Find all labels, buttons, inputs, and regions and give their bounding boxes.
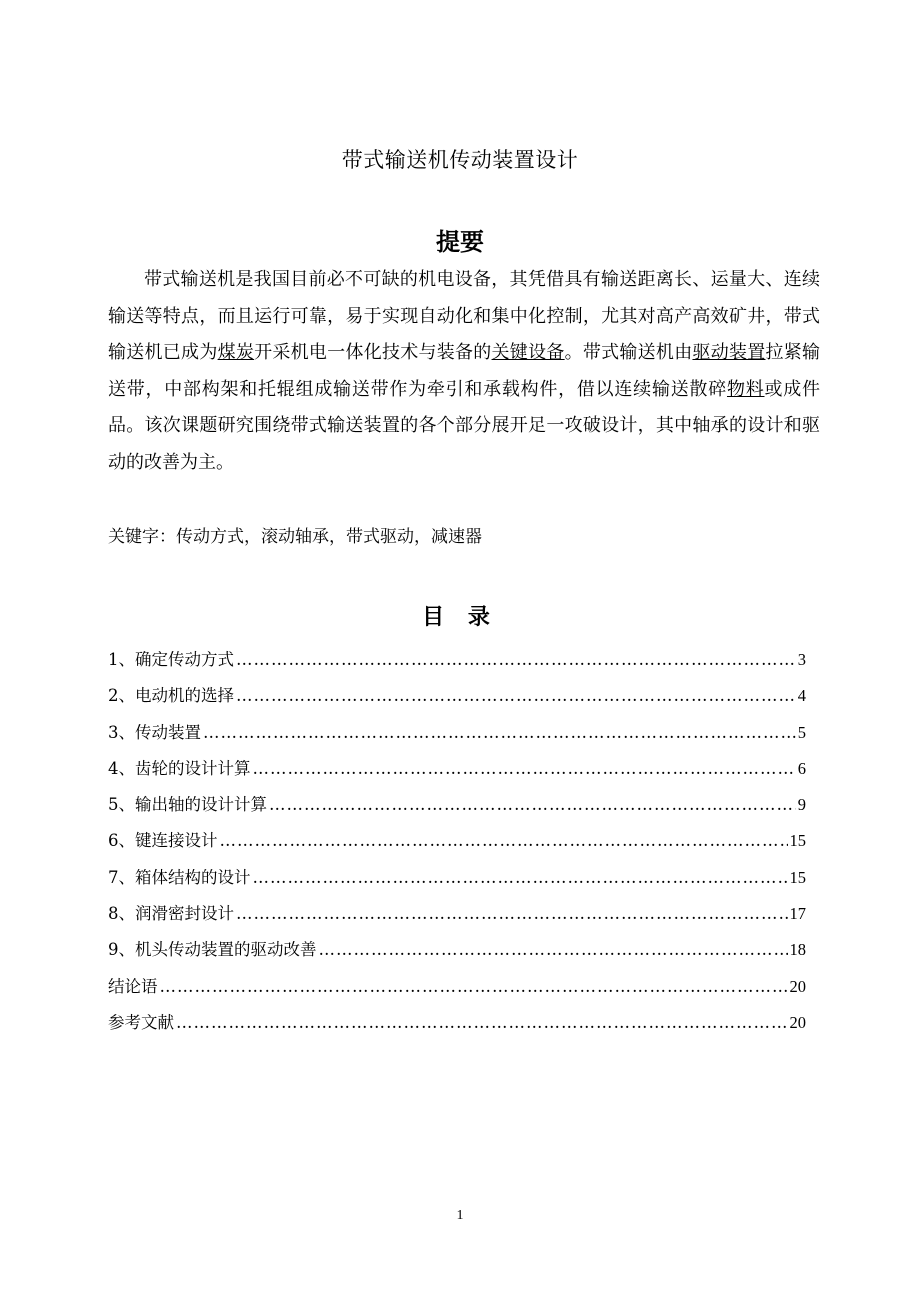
toc-leader-dots: [236, 686, 796, 705]
toc-entry-page: 20: [789, 976, 806, 996]
link-coal[interactable]: 煤炭: [217, 342, 255, 363]
toc-entry-label: 4、齿轮的设计计算: [108, 758, 251, 778]
toc-entry[interactable]: [108, 973, 806, 1009]
link-material[interactable]: 物料: [726, 378, 765, 400]
toc-entry-page: 3: [797, 650, 806, 669]
toc-entry-page: 4: [797, 686, 806, 706]
toc-entry-label: 3、传动装置: [108, 722, 201, 742]
toc-leader-dots: [236, 904, 788, 923]
toc-entry-page: 18: [789, 940, 806, 960]
toc-entry-label: 5、输出轴的设计计算: [108, 795, 267, 815]
toc-entry[interactable]: [108, 646, 806, 682]
toc-entry[interactable]: [108, 936, 806, 972]
link-drive-unit[interactable]: 驱动装置: [692, 342, 766, 363]
toc-leader-dots: [269, 795, 796, 814]
abstract-text-3: 。带式输送机由: [564, 342, 693, 363]
toc-entry-page: 20: [789, 1012, 806, 1032]
document-title: 带式输送机传动装置设计: [341, 148, 579, 172]
toc-entry-page: 15: [789, 831, 806, 851]
abstract-text-5: 或成件品。该次课题研究围绕带式输送装置的各个部分展开足一攻破设计，其中轴承的设计和驱动的改善为主。: [108, 378, 821, 473]
page-number: 1: [456, 1208, 464, 1223]
toc-entry[interactable]: [108, 682, 806, 718]
toc-entry-label: 7、箱体结构的设计: [108, 867, 251, 887]
toc-entry[interactable]: [108, 900, 806, 936]
abstract-text-2: 开采机电一体化技术与装备的: [254, 342, 492, 363]
toc-entry-page: 5: [797, 722, 806, 742]
link-key-equipment[interactable]: 关键设备: [491, 342, 565, 363]
keywords-line: 关键字：传动方式，滚动轴承，带式驱动，减速器: [108, 527, 482, 547]
abstract-text-4: 拉紧输送带，中部构架和托辊组成输送带作为牵引和承载构件，借以连续输送散碎: [108, 342, 821, 400]
toc-entry[interactable]: [108, 791, 806, 827]
toc-entry-page: 6: [797, 758, 806, 778]
toc-entry-label: 2、电动机的选择: [108, 686, 234, 706]
toc-leader-dots: [253, 868, 788, 887]
toc-entry-label: 8、润滑密封设计: [108, 904, 234, 924]
toc-leader-dots: [160, 977, 788, 996]
toc-leader-dots: [253, 759, 796, 778]
toc-entry[interactable]: [108, 864, 806, 900]
toc-entry-page: 15: [789, 867, 806, 887]
toc-entry[interactable]: [108, 827, 806, 863]
toc-entry-page: 17: [789, 904, 806, 924]
toc-entry[interactable]: [108, 719, 806, 755]
toc-entry-label: 参考文献: [108, 1012, 174, 1032]
toc-entry-label: 结论语: [108, 976, 158, 996]
abstract-text-1: 带式输送机是我国目前必不可缺的机电设备，其凭借具有输送距离长、运量大、连续输送等特点，而且运行可靠，易于实现自动化和集中化控制，尤其对高产高效矿井，带式输送机已成为: [108, 269, 820, 363]
toc-leader-dots: [176, 1013, 788, 1032]
table-of-contents: [108, 646, 806, 1045]
toc-leader-dots: [220, 831, 788, 850]
toc-leader-dots: [236, 650, 796, 669]
toc-entry[interactable]: [108, 1009, 806, 1045]
abstract-heading: 提要: [436, 228, 484, 256]
toc-leader-dots: [203, 723, 796, 742]
toc-entry-label: 9、机头传动装置的驱动改善: [108, 940, 317, 960]
toc-entry[interactable]: [108, 755, 806, 791]
toc-leader-dots: [319, 940, 788, 959]
toc-entry-label: 1、确定传动方式: [108, 650, 234, 669]
toc-entry-label: 6、键连接设计: [108, 831, 218, 851]
toc-heading: 目 录: [422, 605, 498, 630]
abstract-paragraph: [108, 262, 820, 481]
toc-entry-page: 9: [797, 795, 806, 815]
